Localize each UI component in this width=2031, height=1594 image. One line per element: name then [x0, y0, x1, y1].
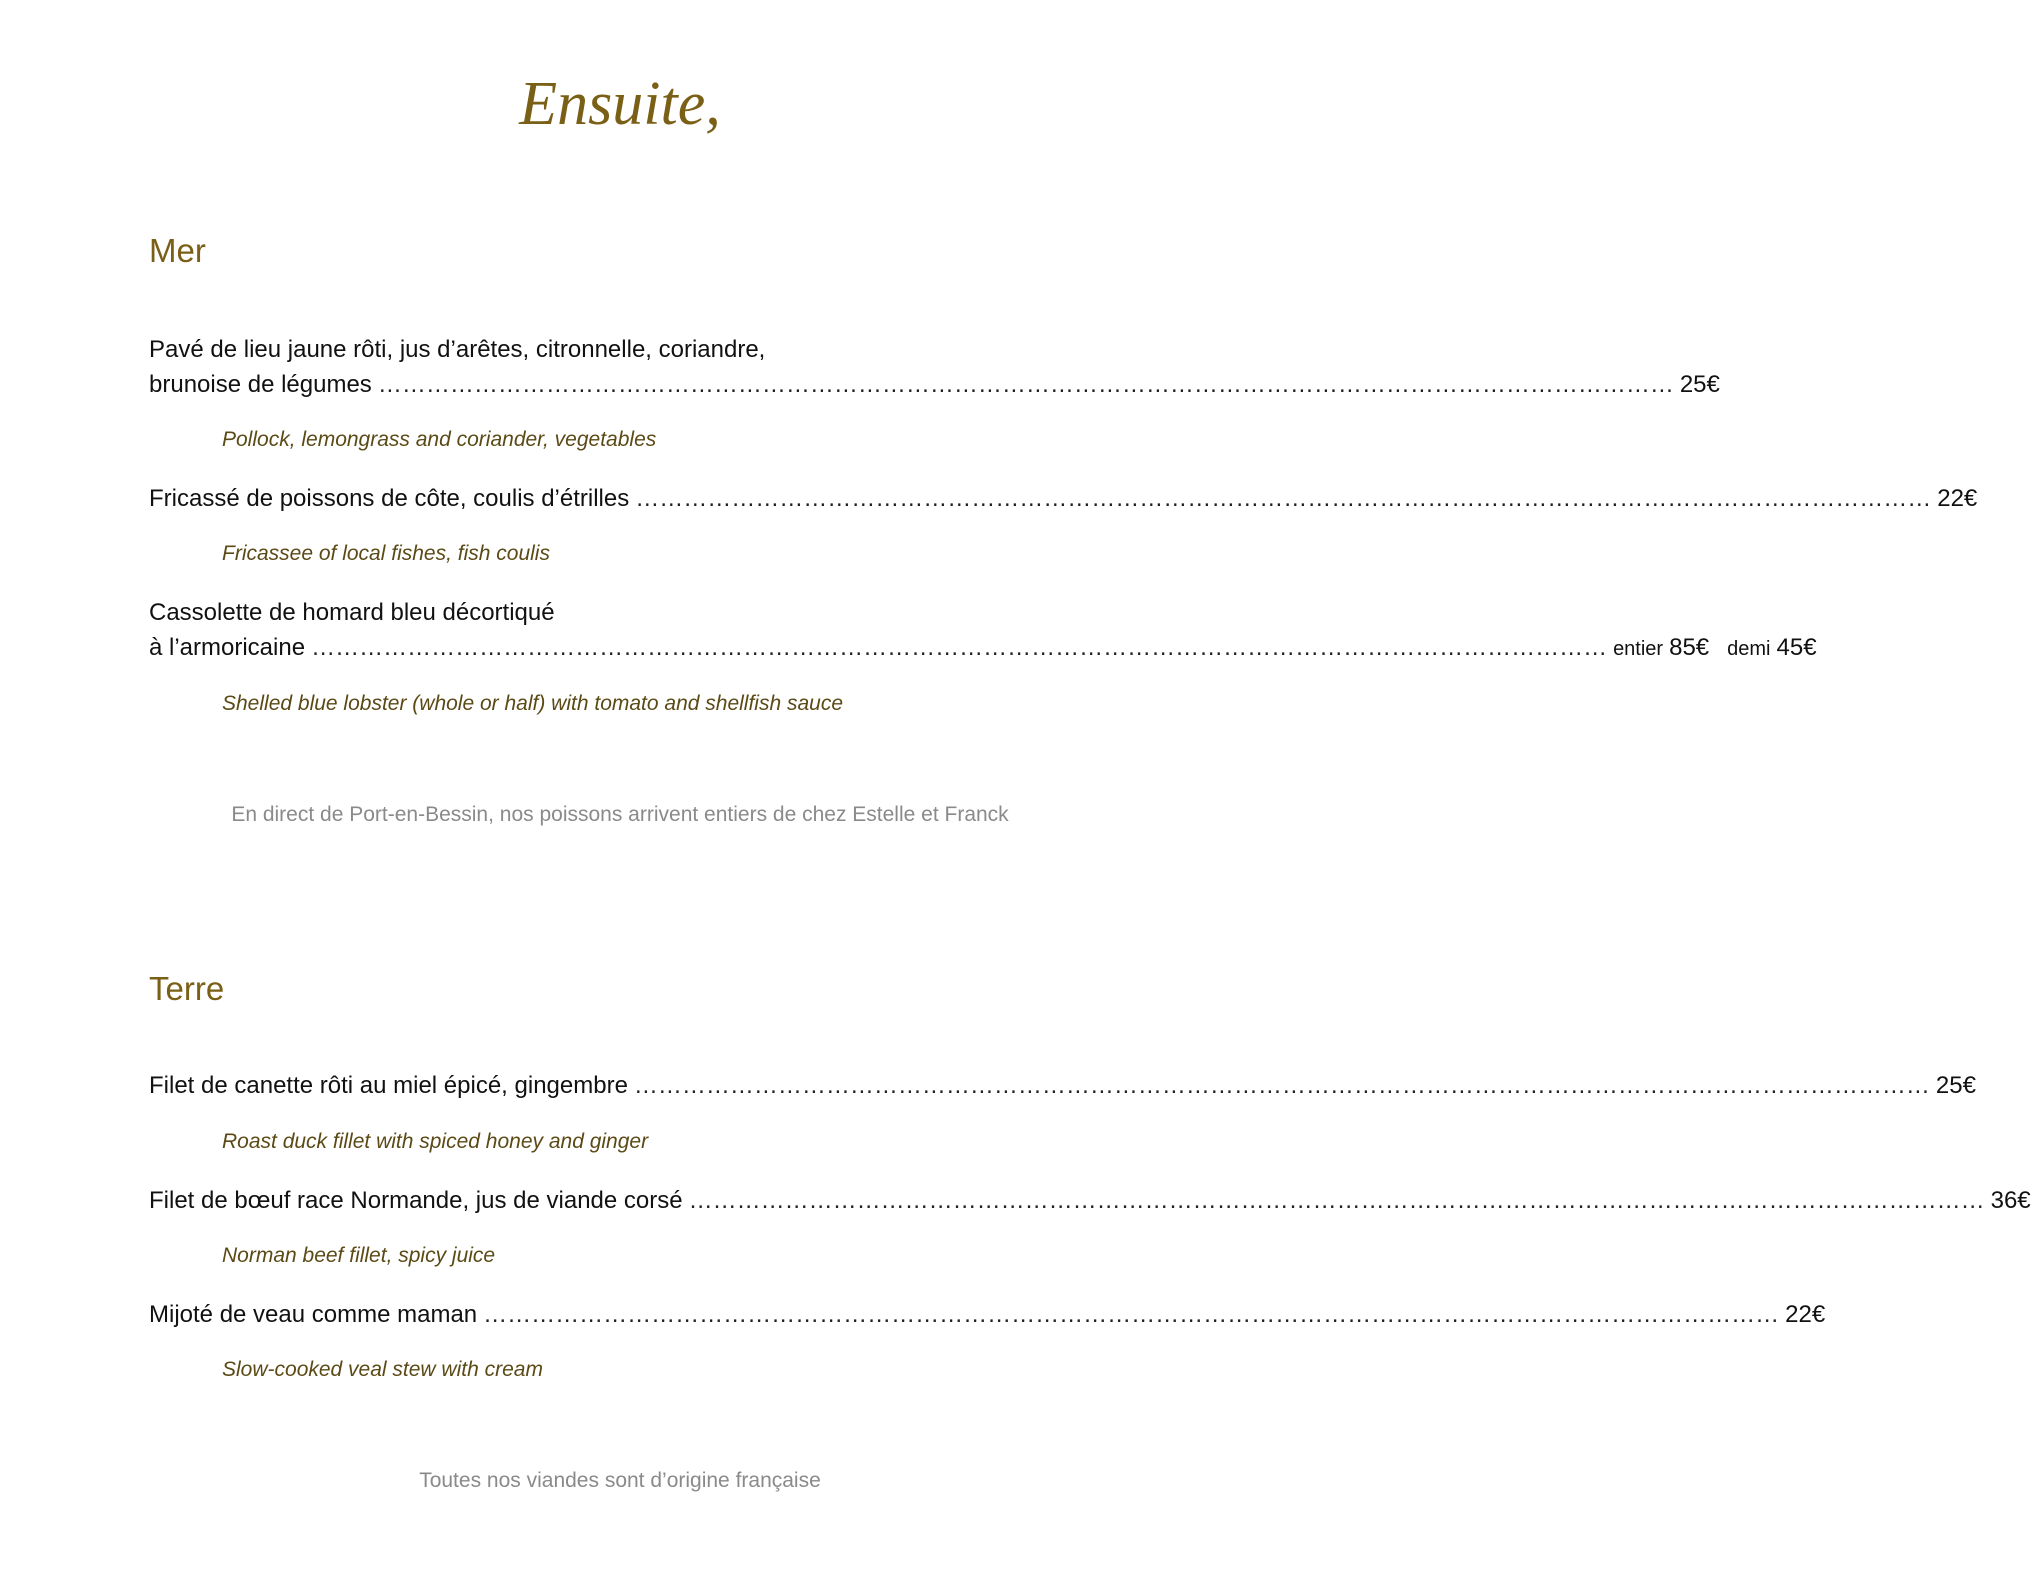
dish-name: Filet de canette rôti au miel épicé, gingembre: [149, 1072, 628, 1099]
dish-mijote-de-veau: [149, 1297, 1826, 1332]
dish-translation: Roast duck fillet with spiced honey and ginger: [222, 1130, 649, 1153]
dish-price: 25€: [1935, 1072, 1976, 1099]
dish-translation: Norman beef fillet, spicy juice: [222, 1244, 496, 1267]
price-half: 45€: [1776, 634, 1817, 661]
dish-name: Pavé de lieu jaune rôti, jus d’arêtes, citronnelle, coriandre,: [149, 336, 766, 363]
dish-filet-de-boeuf: [149, 1183, 2031, 1218]
price-half-label: demi: [1727, 638, 1771, 660]
dot-leader: ………………………………………………………………………………………………………………………………………………: [635, 485, 1932, 512]
dish-name-continued: brunoise de légumes: [149, 371, 372, 398]
dish-price: 22€: [1785, 1301, 1826, 1328]
section-note-terre: Toutes nos viandes sont d’origine française: [419, 1469, 821, 1492]
dish-price: 36€: [1990, 1187, 2031, 1214]
dish-translation: Shelled blue lobster (whole or half) with tomato and shellfish sauce: [222, 692, 844, 715]
dot-leader: ………………………………………………………………………………………………………………………………………………: [311, 634, 1608, 661]
dot-leader: ………………………………………………………………………………………………………………………………………………: [483, 1301, 1780, 1328]
price-whole-label: entier: [1613, 638, 1664, 660]
dish-translation: Pollock, lemongrass and coriander, vegetables: [222, 428, 657, 451]
dish-translation: Slow-cooked veal stew with cream: [222, 1358, 543, 1381]
dish-name: Cassolette de homard bleu décortiqué: [149, 599, 555, 626]
section-title-mer: Mer: [149, 232, 206, 269]
dish-price: 22€: [1937, 485, 1978, 512]
dot-leader: ………………………………………………………………………………………………………………………………………………: [377, 371, 1674, 398]
page-title: Ensuite,: [519, 70, 721, 138]
dish-pave-de-lieu: [149, 332, 1720, 402]
dish-name: Filet de bœuf race Normande, jus de viande corsé: [149, 1187, 683, 1214]
dish-cassolette-de-homard: [149, 595, 1817, 667]
dish-filet-de-canette: [149, 1068, 1976, 1103]
dish-price-group: [1613, 630, 1816, 667]
section-note-mer: En direct de Port-en-Bessin, nos poissons arrivent entiers de chez Estelle et Franck: [231, 803, 1009, 826]
price-whole: 85€: [1669, 634, 1710, 661]
dish-fricasse-de-poissons: [149, 481, 1978, 516]
dot-leader: ………………………………………………………………………………………………………………………………………………: [688, 1187, 1985, 1214]
section-title-terre: Terre: [149, 970, 225, 1007]
dish-name-continued: à l’armoricaine: [149, 634, 306, 661]
dot-leader: ………………………………………………………………………………………………………………………………………………: [633, 1072, 1930, 1099]
dish-name: Fricassé de poissons de côte, coulis d’étrilles: [149, 485, 630, 512]
dish-name: Mijoté de veau comme maman: [149, 1301, 478, 1328]
dish-price: 25€: [1679, 371, 1720, 398]
dish-translation: Fricassee of local fishes, fish coulis: [222, 542, 550, 565]
